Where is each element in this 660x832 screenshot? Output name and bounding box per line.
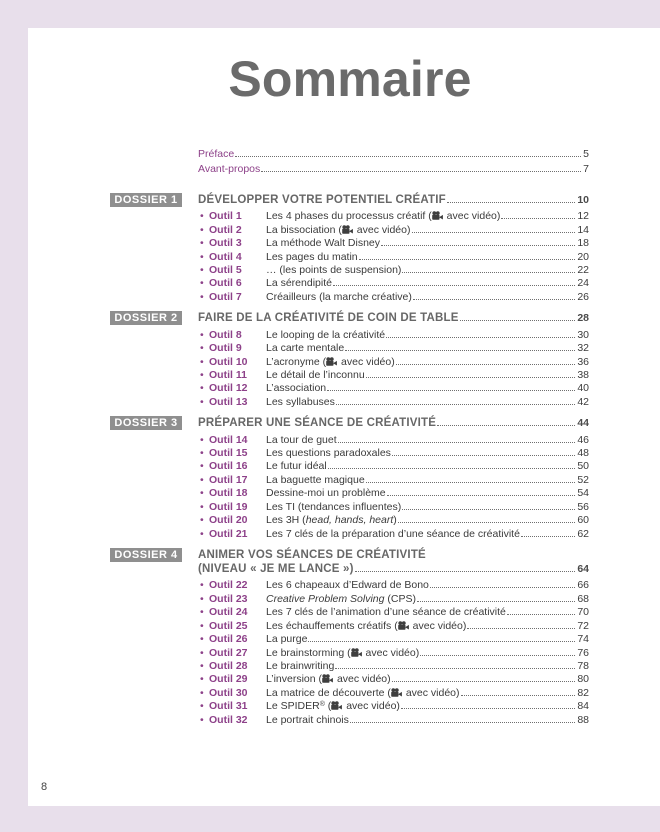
tool-title <box>266 660 334 673</box>
leader-dots <box>336 404 575 405</box>
tool-title-text: Le futur idéal <box>266 460 327 473</box>
page-reference: 20 <box>577 250 589 263</box>
leader-dots <box>521 536 575 537</box>
page-number: 8 <box>41 781 48 793</box>
tool-label: Outil 8 <box>209 328 242 341</box>
tool-title <box>266 277 332 290</box>
bullet-icon <box>200 606 209 619</box>
tool-entry <box>110 342 589 355</box>
page-reference: 5 <box>583 148 589 160</box>
tool-title <box>266 264 401 277</box>
tool-label: Outil 4 <box>209 250 242 263</box>
leader-dots <box>398 522 576 523</box>
tool-title <box>266 291 412 304</box>
bullet-icon <box>200 342 209 355</box>
bullet-icon <box>200 700 209 713</box>
tool-title-text: … (les points de suspension) <box>266 264 402 277</box>
tool-entry <box>110 673 589 686</box>
page-reference: 60 <box>577 514 589 527</box>
video-camera-icon <box>322 674 333 683</box>
bullet-icon <box>200 224 209 237</box>
tool-entry <box>110 487 589 500</box>
tool-label: Outil 15 <box>209 447 248 460</box>
tool-title-text: La sérendipité <box>266 277 332 290</box>
table-of-contents <box>110 147 589 727</box>
page-reference: 80 <box>577 673 589 686</box>
tool-title <box>266 487 386 500</box>
video-camera-icon <box>331 701 342 710</box>
tool-label: Outil 16 <box>209 460 248 473</box>
dossier-heading <box>110 311 589 325</box>
tool-entry <box>110 251 589 264</box>
tool-title-text: avec vidéo) <box>402 686 460 699</box>
tool-title-text: avec vidéo) <box>343 700 400 713</box>
tool-label: Outil 29 <box>209 673 248 686</box>
leader-dots <box>412 232 576 233</box>
page-reference: 82 <box>577 686 589 699</box>
leader-dots <box>355 571 576 572</box>
tool-title-text: head, hands, heart <box>305 514 394 527</box>
tool-title <box>266 369 365 382</box>
leader-dots <box>335 668 575 669</box>
tool-title-text: Les TI (tendances influentes) <box>266 500 402 513</box>
tool-title-text: La tour de guet <box>266 433 337 446</box>
tool-title <box>266 501 401 514</box>
page-reference: 40 <box>577 382 589 395</box>
leader-dots <box>392 681 576 682</box>
page-reference: 30 <box>577 328 589 341</box>
leader-dots <box>402 509 575 510</box>
tool-title <box>266 434 337 447</box>
tool-entry <box>110 647 589 660</box>
page-reference: 44 <box>577 417 589 430</box>
leader-dots <box>387 495 576 496</box>
tool-title <box>266 620 466 633</box>
tool-label: Outil 9 <box>209 342 242 355</box>
page-reference: 66 <box>577 579 589 592</box>
tool-title-text: La bissociation ( <box>266 223 342 236</box>
tool-list <box>110 210 589 304</box>
tool-title <box>266 224 411 237</box>
bullet-icon <box>200 382 209 395</box>
tool-title <box>266 673 391 686</box>
bullet-icon <box>200 501 209 514</box>
tool-title-text: Les 6 chapeaux d’Edward de Bono <box>266 579 429 592</box>
tool-label: Outil 7 <box>209 290 242 303</box>
dossier-badge: DOSSIER 1 <box>110 193 182 207</box>
page-reference: 72 <box>577 619 589 632</box>
tool-title-text: Le détail de l’inconnu <box>266 368 365 381</box>
page-reference: 88 <box>577 713 589 726</box>
leader-dots <box>417 601 575 602</box>
bullet-icon <box>200 237 209 250</box>
tool-label: Outil 10 <box>209 355 248 368</box>
tool-title <box>266 460 327 473</box>
tool-entry <box>110 291 589 304</box>
leader-dots <box>333 285 575 286</box>
tool-title-text: ( <box>324 700 332 713</box>
tool-entry <box>110 434 589 447</box>
tool-title-text: (CPS) <box>384 592 416 605</box>
tool-title-text: Le brainwriting <box>266 660 335 672</box>
leader-dots <box>327 390 575 391</box>
page-reference: 54 <box>577 487 589 500</box>
front-matter-label: Préface <box>198 148 235 160</box>
front-matter-entry <box>110 147 589 162</box>
dossier-section <box>110 548 589 727</box>
leader-dots <box>366 377 576 378</box>
tool-entry <box>110 224 589 237</box>
tool-entry <box>110 687 589 700</box>
leader-dots <box>392 455 575 456</box>
tool-label: Outil 18 <box>209 487 248 500</box>
tool-entry <box>110 396 589 409</box>
tool-title-text: avec vidéo) <box>409 619 467 632</box>
tool-title-text: La matrice de découverte ( <box>266 686 391 699</box>
leader-dots <box>261 171 581 172</box>
dossier-title: DÉVELOPPER VOTRE POTENTIEL CRÉATIF <box>198 194 446 206</box>
page-reference: 36 <box>577 355 589 368</box>
page-reference: 22 <box>577 264 589 277</box>
leader-dots <box>328 468 576 469</box>
tool-label: Outil 6 <box>209 277 242 290</box>
dossier-section <box>110 416 589 541</box>
tool-title-text: Les échauffements créatifs ( <box>266 619 398 632</box>
dossier-section <box>110 193 589 304</box>
tool-title <box>266 714 349 727</box>
dossier-heading-line <box>198 193 589 207</box>
tool-entry <box>110 474 589 487</box>
leader-dots <box>345 350 575 351</box>
front-matter-label: Avant-propos <box>198 163 261 175</box>
tool-title <box>266 633 307 646</box>
page-reference: 26 <box>577 290 589 303</box>
tool-title <box>266 210 500 223</box>
page-reference: 64 <box>577 563 589 576</box>
tool-label: Outil 13 <box>209 395 248 408</box>
leader-dots <box>430 587 575 588</box>
tool-title-text: avec vidéo) <box>334 673 391 686</box>
tool-list <box>110 329 589 410</box>
tool-list <box>110 434 589 542</box>
tool-title-text: Créailleurs (la marche créative) <box>266 290 412 303</box>
tool-title-text: L’association <box>266 382 327 395</box>
page-reference: 18 <box>577 237 589 250</box>
bullet-icon <box>200 277 209 290</box>
tool-title-text: avec vidéo) <box>362 646 420 659</box>
tool-title-text: Les questions paradoxales <box>266 447 391 460</box>
tool-title-text: La méthode Walt Disney <box>266 237 380 250</box>
tool-title-text: Le brainstorming ( <box>266 646 351 659</box>
tool-entry <box>110 501 589 514</box>
page-reference: 32 <box>577 342 589 355</box>
leader-dots <box>461 695 576 696</box>
tool-entry <box>110 237 589 250</box>
tool-title-text: Les 7 clés de la préparation d’une séance de créativité <box>266 527 520 540</box>
leader-dots <box>401 708 575 709</box>
leader-dots <box>350 722 575 723</box>
tool-label: Outil 20 <box>209 514 248 527</box>
dossier-heading <box>110 548 589 576</box>
tool-title-text: Le SPIDER <box>266 700 320 713</box>
page-reference: 38 <box>577 368 589 381</box>
tool-title-text: Dessine-moi un problème <box>266 487 386 500</box>
page-reference: 10 <box>577 194 589 206</box>
video-camera-icon <box>326 357 337 366</box>
leader-dots <box>447 202 575 203</box>
tool-title <box>266 593 416 606</box>
video-camera-icon <box>432 211 443 220</box>
page-reference: 7 <box>583 163 589 175</box>
tool-entry <box>110 528 589 541</box>
leader-dots <box>507 614 575 615</box>
tool-title <box>266 474 365 487</box>
tool-label: Outil 30 <box>209 686 248 699</box>
tool-title <box>266 687 460 700</box>
bullet-icon <box>200 474 209 487</box>
page-reference: 74 <box>577 633 589 646</box>
tool-label: Outil 24 <box>209 606 248 619</box>
tool-label: Outil 3 <box>209 237 242 250</box>
tool-title-text: Les 4 phases du processus créatif ( <box>266 210 432 223</box>
bullet-icon <box>200 673 209 686</box>
page-reference: 68 <box>577 592 589 605</box>
tool-entry <box>110 356 589 369</box>
leader-dots <box>381 245 575 246</box>
tool-title-text: Le portrait chinois <box>266 713 349 726</box>
dossier-badge: DOSSIER 3 <box>110 416 182 430</box>
tool-entry <box>110 606 589 619</box>
bullet-icon <box>200 714 209 727</box>
bullet-icon <box>200 660 209 673</box>
page-reference: 42 <box>577 395 589 408</box>
tool-entry <box>110 514 589 527</box>
bullet-icon <box>200 210 209 223</box>
page-reference: 46 <box>577 433 589 446</box>
dossier-badge: DOSSIER 2 <box>110 311 182 325</box>
tool-title <box>266 329 385 342</box>
tool-title <box>266 382 326 395</box>
page-reference: 14 <box>577 223 589 236</box>
bullet-icon <box>200 396 209 409</box>
bullet-icon <box>200 579 209 592</box>
tool-entry <box>110 593 589 606</box>
dossier-title: PRÉPARER UNE SÉANCE DE CRÉATIVITÉ <box>198 417 437 430</box>
tool-title-text: L’inversion ( <box>266 673 323 686</box>
tool-title <box>266 396 335 409</box>
bullet-icon <box>200 633 209 646</box>
tool-title <box>266 514 397 527</box>
dossier-heading-line <box>198 311 589 325</box>
tool-entry <box>110 633 589 646</box>
dossier-title: (NIVEAU « JE ME LANCE ») <box>198 563 354 576</box>
dossier-title: ANIMER VOS SÉANCES DE CRÉATIVITÉ <box>198 549 426 562</box>
bullet-icon <box>200 687 209 700</box>
tool-title <box>266 528 520 541</box>
dossier-heading-line <box>198 548 589 562</box>
tool-entry <box>110 382 589 395</box>
dossier-section <box>110 311 589 409</box>
bullet-icon <box>200 447 209 460</box>
tool-title-text: Creative Problem Solving <box>266 592 385 605</box>
registered-mark: ® <box>319 701 325 709</box>
tool-title <box>266 237 380 250</box>
bullet-icon <box>200 514 209 527</box>
bullet-icon <box>200 264 209 277</box>
tool-label: Outil 1 <box>209 210 242 223</box>
leader-dots <box>460 320 576 321</box>
page-reference: 24 <box>577 277 589 290</box>
page-reference: 48 <box>577 447 589 460</box>
leader-dots <box>413 299 575 300</box>
leader-dots <box>338 442 576 443</box>
tool-label: Outil 25 <box>209 619 248 632</box>
leader-dots <box>386 337 575 338</box>
bullet-icon <box>200 251 209 264</box>
page-reference: 70 <box>577 606 589 619</box>
tool-label: Outil 19 <box>209 500 248 513</box>
tool-entry <box>110 210 589 223</box>
tool-title-text: Les 3H ( <box>266 514 306 527</box>
tool-title-text: La carte mentale <box>266 342 345 355</box>
tool-entry <box>110 277 589 290</box>
tool-title <box>266 700 400 713</box>
tool-entry <box>110 714 589 727</box>
tool-title <box>266 447 391 460</box>
tool-title <box>266 647 419 660</box>
tool-entry <box>110 264 589 277</box>
page-reference: 12 <box>577 210 589 223</box>
tool-title <box>266 356 395 369</box>
page-reference: 28 <box>577 312 589 325</box>
video-camera-icon <box>398 621 409 630</box>
bullet-icon <box>200 434 209 447</box>
video-camera-icon <box>342 225 353 234</box>
dossier-title: FAIRE DE LA CRÉATIVITÉ DE COIN DE TABLE <box>198 312 459 325</box>
bullet-icon <box>200 528 209 541</box>
bullet-icon <box>200 369 209 382</box>
bullet-icon <box>200 593 209 606</box>
leader-dots <box>467 628 575 629</box>
tool-label: Outil 5 <box>209 264 242 277</box>
tool-title-text: La purge <box>266 633 308 646</box>
page-title: Sommaire <box>228 51 472 107</box>
tool-title-text: Les pages du matin <box>266 250 358 263</box>
leader-dots <box>402 272 575 273</box>
dossier-heading <box>110 193 589 207</box>
dossier-heading <box>110 416 589 430</box>
tool-label: Outil 32 <box>209 713 248 726</box>
leader-dots <box>308 641 575 642</box>
tool-label: Outil 28 <box>209 660 248 672</box>
tool-label: Outil 2 <box>209 223 242 236</box>
tool-entry <box>110 369 589 382</box>
tool-title-text: avec vidéo) <box>338 355 395 368</box>
front-matter-entry <box>110 162 589 177</box>
tool-label: Outil 26 <box>209 633 248 646</box>
tool-title-text: avec vidéo) <box>443 210 501 223</box>
tool-title-text: L’acronyme ( <box>266 355 327 368</box>
tool-list <box>110 579 589 727</box>
tool-entry <box>110 660 589 673</box>
leader-dots <box>420 655 575 656</box>
leader-dots <box>359 259 576 260</box>
bullet-icon <box>200 460 209 473</box>
tool-label: Outil 27 <box>209 646 248 659</box>
tool-title <box>266 251 358 264</box>
tool-label: Outil 23 <box>209 592 248 605</box>
tool-title-text: ) <box>393 514 397 527</box>
front-matter-list <box>110 147 589 177</box>
bullet-icon <box>200 487 209 500</box>
leader-dots <box>501 218 575 219</box>
video-camera-icon <box>391 688 402 697</box>
dossier-list <box>110 193 589 727</box>
tool-label: Outil 31 <box>209 700 248 713</box>
tool-title-text: La baguette magique <box>266 473 365 486</box>
page-reference: 62 <box>577 527 589 540</box>
bullet-icon <box>200 356 209 369</box>
leader-dots <box>366 482 576 483</box>
tool-title <box>266 606 506 619</box>
bullet-icon <box>200 329 209 342</box>
tool-title-text: Les 7 clés de l’animation d’une séance de créativité <box>266 606 506 619</box>
tool-title <box>266 342 344 355</box>
page-reference: 78 <box>577 660 589 672</box>
tool-label: Outil 14 <box>209 433 248 446</box>
video-camera-icon <box>351 648 362 657</box>
page-reference: 52 <box>577 473 589 486</box>
dossier-badge: DOSSIER 4 <box>110 548 182 562</box>
tool-entry <box>110 460 589 473</box>
bullet-icon <box>200 647 209 660</box>
dossier-heading-line <box>198 562 589 576</box>
dossier-heading-line <box>198 416 589 430</box>
leader-dots <box>235 156 581 157</box>
tool-label: Outil 11 <box>209 368 247 381</box>
tool-label: Outil 22 <box>209 579 248 592</box>
bullet-icon <box>200 291 209 304</box>
tool-label: Outil 12 <box>209 382 248 395</box>
tool-title-text: avec vidéo) <box>353 223 411 236</box>
tool-label: Outil 17 <box>209 473 248 486</box>
tool-title <box>266 579 429 592</box>
leader-dots <box>396 364 576 365</box>
tool-entry <box>110 447 589 460</box>
page-reference: 84 <box>577 700 589 713</box>
leader-dots <box>437 425 575 426</box>
tool-entry <box>110 329 589 342</box>
tool-entry <box>110 700 589 713</box>
tool-entry <box>110 620 589 633</box>
tool-title-text: Les syllabuses <box>266 395 335 408</box>
page-reference: 50 <box>577 460 589 473</box>
page-reference: 76 <box>577 646 589 659</box>
tool-label: Outil 21 <box>209 527 248 540</box>
tool-title-text: Le looping de la créativité <box>266 328 386 341</box>
page-reference: 56 <box>577 500 589 513</box>
bullet-icon <box>200 620 209 633</box>
tool-entry <box>110 579 589 592</box>
